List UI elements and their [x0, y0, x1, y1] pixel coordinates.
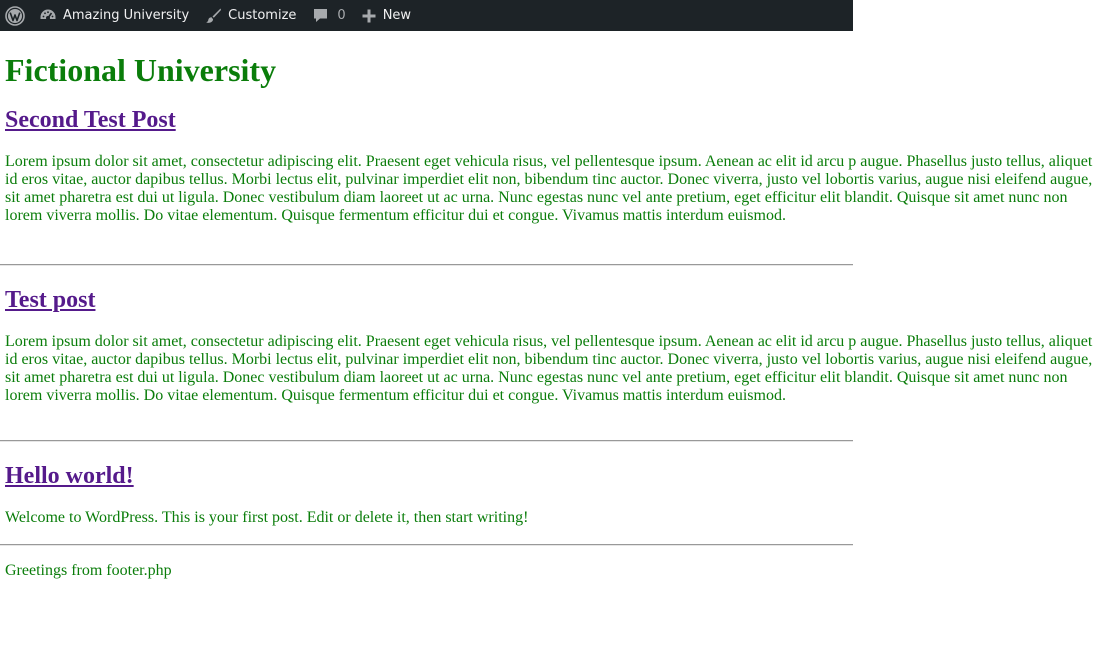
post-body: Lorem ipsum dolor sit amet, consectetur adipiscing elit. Praesent eget vehicula risus, vel pellentesque ipsum. Aenean ac elit id arcu p augue. Phasellus justo tellus, aliquet id eros vitae, auctor dapibus tellus. Morbi lectus elit, pulvinar imperdiet elit non, bibendum tinc auctor. Donec viverra, justo vel lobortis varius, augue nisi eleifend augue, sit amet pharetra est dui ut ligula. Donec vestibulum diam laoreet ut ac urna. Nunc egestas nunc vel ante pretium, eget efficitur elit blandit. Quisque sit amet nunc non lorem viverra mollis. Do vitae elementum. Quisque fermentum efficitur dui et congue. Vivamus mattis interdum euismod. [5, 333, 1093, 404]
post-title-link[interactable]: Second Test Post [5, 107, 176, 133]
post [5, 106, 1105, 225]
dashboard-icon [39, 8, 63, 24]
comments-count: 0 [337, 8, 346, 23]
paintbrush-icon [205, 7, 228, 24]
customize-link[interactable] [197, 0, 304, 31]
post-body: Lorem ipsum dolor sit amet, consectetur adipiscing elit. Praesent eget vehicula risus, vel pellentesque ipsum. Aenean ac elit id arcu p augue. Phasellus justo tellus, aliquet id eros vitae, auctor dapibus tellus. Morbi lectus elit, pulvinar imperdiet elit non, bibendum tinc auctor. Donec viverra, justo vel lobortis varius, augue nisi eleifend augue, sit amet pharetra est dui ut ligula. Donec vestibulum diam laoreet ut ac urna. Nunc egestas nunc vel ante pretium, eget efficitur elit blandit. Quisque sit amet nunc non lorem viverra mollis. Do vitae elementum. Quisque fermentum efficitur dui et congue. Vivamus mattis interdum euismod. [5, 153, 1093, 224]
post-title [5, 286, 1105, 314]
footer-text: Greetings from footer.php [5, 562, 172, 579]
wordpress-logo-menu[interactable] [0, 0, 31, 31]
site-name-label: Amazing University [63, 8, 190, 23]
wordpress-logo-icon [5, 6, 25, 26]
post-title [5, 462, 1105, 490]
post-separator [0, 440, 853, 442]
site-title: Fictional University [5, 52, 277, 88]
post-body: Welcome to WordPress. This is your first post. Edit or delete it, then start writing! [5, 509, 529, 526]
customize-label: Customize [228, 8, 297, 23]
comments-link[interactable] [304, 0, 353, 31]
plus-icon [362, 9, 383, 23]
post-title-link[interactable]: Test post [5, 287, 96, 313]
post-separator [0, 264, 853, 266]
post [5, 286, 1105, 405]
page-content [5, 31, 1105, 579]
admin-bar [0, 0, 853, 31]
post [5, 462, 1105, 527]
footer-separator [0, 544, 853, 546]
new-label: New [382, 8, 412, 23]
post-title-link[interactable]: Hello world! [5, 463, 134, 489]
new-content-menu[interactable] [354, 0, 419, 31]
post-title [5, 106, 1105, 134]
site-name-menu[interactable] [31, 0, 197, 31]
comment-bubble-icon [312, 7, 337, 24]
